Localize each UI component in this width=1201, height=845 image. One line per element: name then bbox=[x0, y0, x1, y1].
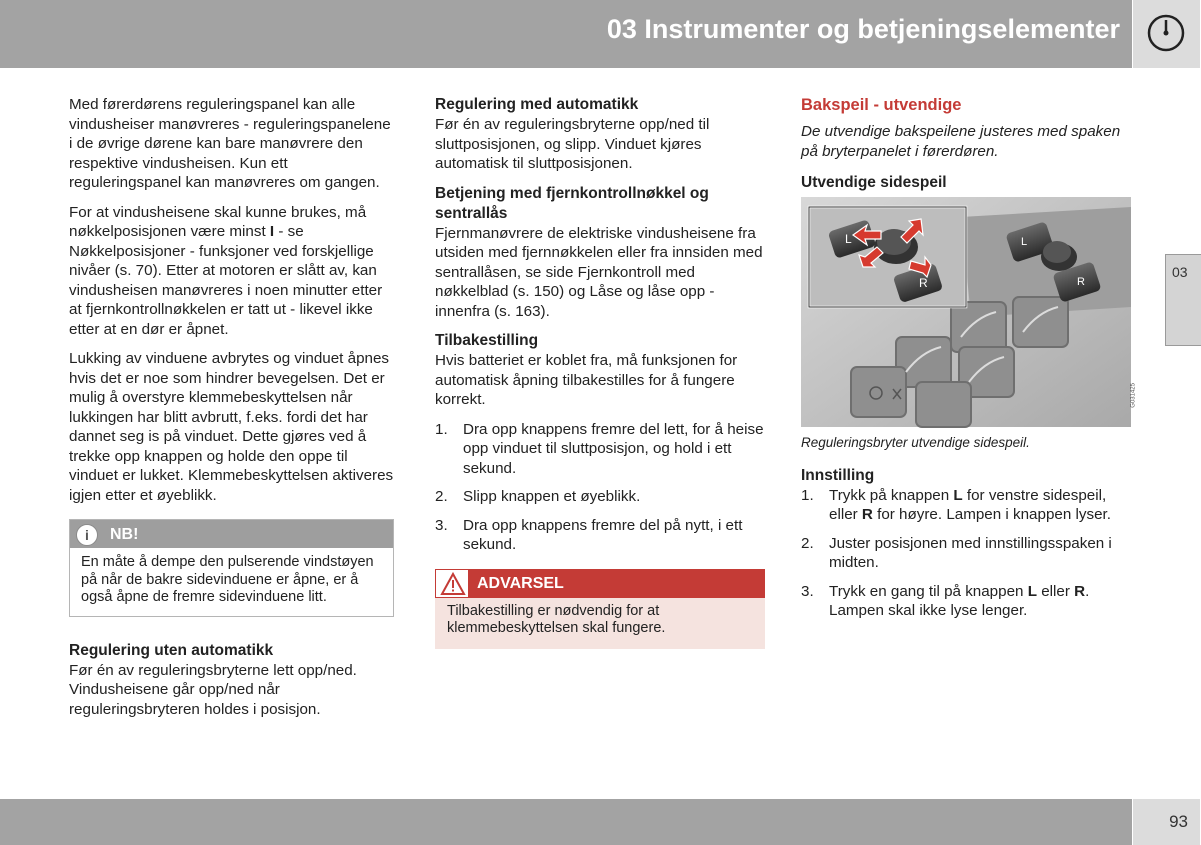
column-right bbox=[801, 95, 1137, 630]
side-tab-label: 03 bbox=[1172, 264, 1188, 280]
svg-text:L: L bbox=[845, 232, 852, 246]
paragraph: Før én av reguleringsbryterne lett opp/ned. Vindusheisene går opp/ned når reguleringsbryteren holdes i posisjon. bbox=[69, 661, 357, 718]
page-header bbox=[0, 0, 1132, 68]
mirror-switch-figure bbox=[801, 197, 1137, 427]
warning-label: ADVARSEL bbox=[477, 574, 564, 592]
column-left bbox=[69, 95, 394, 729]
chapter-title: 03 Instrumenter og betjeningselementer bbox=[606, 14, 1120, 44]
svg-text:R: R bbox=[919, 276, 928, 290]
paragraph: Med førerdørens reguleringspanel kan alle vindusheiser manøvreres - reguleringspanelene i de øvrige dørene kan bare manøvrere den respektive vindusheisen. Kun ett reguleringspanel kan manøvreres om gangen. bbox=[69, 96, 391, 191]
list-item: 1. Trykk på knappen L for venstre sidespeil, eller R for høyre. Lampen i knappen lyser. bbox=[801, 486, 1111, 523]
page-footer bbox=[0, 799, 1132, 845]
list-item: 1. Dra opp knappens fremre del lett, for å heise opp vinduet til sluttposisjon, og hold i ett sekund. bbox=[435, 420, 764, 477]
paragraph: Hvis batteriet er koblet fra, må funksjonen for automatisk åpning tilbakestilles for å fungere korrekt. bbox=[435, 352, 738, 408]
svg-text:L: L bbox=[1021, 236, 1028, 248]
paragraph: Fjernmanøvrere de elektriske vindusheisene fra utsiden med fjernnøkkelen eller fra innsiden med sentrallåsen, se side Fjernkontroll med nøkkelblad (s. 150) og Låse og låse opp - innenfra (s. 163). bbox=[435, 224, 763, 320]
page-number: 93 bbox=[1169, 812, 1188, 831]
warning-text: Tilbakestilling er nødvendig for at klemmebeskyttelsen skal fungere. bbox=[447, 602, 666, 636]
warning-box bbox=[435, 569, 765, 649]
chapter-icon-box bbox=[1133, 0, 1200, 68]
note-header bbox=[70, 520, 393, 548]
paragraph: Lukking av vinduene avbrytes og vinduet åpnes hvis det er noe som hindrer bevegelsen. Det er mulig å overstyre klemmebeskyttelsen når lukkingen har blitt avbrutt, f.eks. fordi det har dannet seg is på vinduet. Dette gjøres ved å trekke opp knappen og holde den oppe til vinduet er lukket. Klemmebeskyttelsen aktiveres igjen etter et øyeblikk. bbox=[69, 350, 394, 504]
mirror-switch-illustration bbox=[801, 197, 1131, 427]
figure-caption: Reguleringsbryter utvendige sidespeil. bbox=[801, 435, 1030, 450]
list-item: 2. Slipp knappen et øyeblikk. bbox=[435, 488, 641, 505]
intro-text: De utvendige bakspeilene justeres med spaken på bryterpanelet i førerdøren. bbox=[801, 123, 1121, 160]
section-title: Bakspeil - utvendige bbox=[801, 96, 962, 114]
reset-steps bbox=[435, 420, 765, 555]
paragraph: For at vindusheisene skal kunne brukes, må nøkkelposisjonen være minst I - se Nøkkelposisjoner - funksjoner ved forskjellige nivåer (s. 70). Etter at motoren er slått av, kan vindusheisen manøvreres i noen minutter etter at fjernkontrollnøkkelen er tatt ut - likevel ikke etter at en dør er åpnet. bbox=[69, 203, 383, 338]
figure-code: G031425 bbox=[1131, 383, 1137, 408]
section-heading: Utvendige sidespeil bbox=[801, 174, 947, 191]
setting-steps bbox=[801, 486, 1131, 621]
info-icon: i bbox=[76, 524, 98, 546]
column-middle bbox=[435, 95, 765, 649]
list-item: 3. Dra opp knappens fremre del på nytt, i ett sekund. bbox=[435, 516, 743, 553]
note-box bbox=[69, 519, 394, 617]
warning-header bbox=[435, 569, 765, 598]
gauge-icon bbox=[1146, 13, 1186, 53]
warning-icon-frame bbox=[435, 569, 469, 598]
section-heading: Regulering med automatikk bbox=[435, 96, 639, 113]
chapter-side-tab[interactable] bbox=[1165, 254, 1201, 346]
paragraph: Før én av reguleringsbryterne opp/ned til sluttposisjonen, og slipp. Vinduet kjøres automatisk til sluttposisjonen. bbox=[435, 116, 710, 172]
section-heading: Tilbakestilling bbox=[435, 332, 539, 349]
section-heading: Innstilling bbox=[801, 466, 875, 484]
warning-triangle-icon bbox=[441, 573, 465, 595]
section-heading: Regulering uten automatikk bbox=[69, 641, 274, 659]
list-item: 2. Juster posisjonen med innstillingsspaken i midten. bbox=[801, 534, 1112, 571]
note-text: En måte å dempe den pulserende vindstøyen på når de bakre sidevinduene er åpne, er å også åpne de fremre sidevinduene litt. bbox=[81, 554, 374, 605]
page-number-box bbox=[1133, 799, 1200, 845]
section-heading: Betjening med fjernkontrollnøkkel og sentrallås bbox=[435, 184, 709, 222]
note-label: NB! bbox=[110, 526, 139, 543]
svg-text:R: R bbox=[1077, 276, 1085, 288]
list-item: 3. Trykk en gang til på knappen L eller R. Lampen skal ikke lyse lenger. bbox=[801, 582, 1090, 619]
